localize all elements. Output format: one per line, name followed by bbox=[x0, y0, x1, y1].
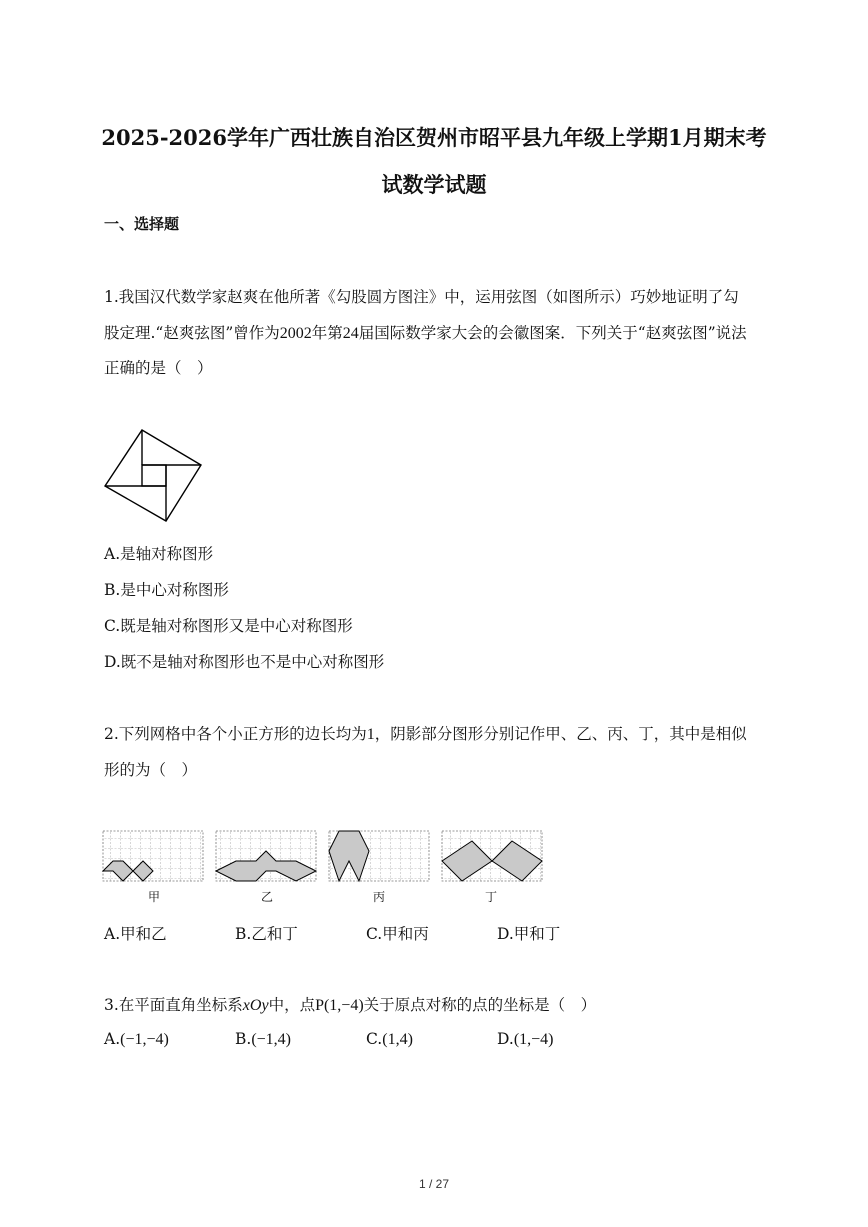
q3-option-a-value: (−1,−4) bbox=[120, 1031, 169, 1048]
figure-yi bbox=[216, 831, 316, 881]
q3-option-d-letter: D. bbox=[497, 1030, 514, 1048]
q2-line1-text-b: ，阴影部分图形分别记作甲、乙、丙、丁，其中是相似 bbox=[374, 725, 747, 743]
q3-option-b bbox=[235, 1030, 291, 1049]
q3-option-b-letter: B. bbox=[235, 1030, 252, 1048]
q1-line3: 正确的是（ ） bbox=[104, 359, 213, 377]
q1-option-d: D.既不是轴对称图形也不是中心对称图形 bbox=[104, 653, 385, 671]
q3-option-d bbox=[497, 1030, 554, 1049]
q3-option-c-value: (1,4) bbox=[382, 1031, 413, 1048]
q1-line2-text-b: 年第 bbox=[311, 324, 343, 342]
q1-line1: 1.我国汉代数学家赵爽在他所著《勾股圆方图注》中，运用弦图（如图所示）巧妙地证明了勾 bbox=[104, 288, 739, 306]
q1-option-b: B.是中心对称图形 bbox=[104, 581, 229, 599]
q2-option-b: B.乙和丁 bbox=[235, 925, 298, 943]
q2-line2: 形的为（ ） bbox=[104, 761, 198, 779]
figure-label-yi: 乙 bbox=[261, 890, 274, 904]
section-heading: 一、选择题 bbox=[104, 215, 180, 233]
q3-question bbox=[104, 993, 596, 1015]
q3-text-c: 关于原点对称的点的坐标是（ ） bbox=[363, 996, 597, 1014]
q3-option-b-value: (−1,4) bbox=[251, 1031, 292, 1048]
figure-bing bbox=[329, 831, 429, 881]
q3-coordinate-system: xOy bbox=[242, 997, 269, 1014]
q2-number: 1 bbox=[366, 726, 375, 743]
q2-line1 bbox=[104, 722, 747, 744]
document-title-line1: 2025-2026学年广西壮族自治区贺州市昭平县九年级上学期1月期末考 bbox=[101, 125, 767, 150]
q1-line2-text-a: 股定理.“赵爽弦图”曾作为 bbox=[104, 324, 280, 342]
q3-point: P(1,−4) bbox=[315, 997, 364, 1014]
q3-text-a: 3.在平面直角坐标系 bbox=[104, 996, 243, 1014]
page-number: 1 / 27 bbox=[418, 1177, 450, 1191]
figure-label-jia: 甲 bbox=[148, 890, 161, 904]
q1-option-c: C.既是轴对称图形又是中心对称图形 bbox=[104, 617, 353, 635]
q2-option-a: A.甲和乙 bbox=[104, 925, 167, 943]
q3-option-a-letter: A. bbox=[104, 1030, 121, 1048]
figure-label-bing: 丙 bbox=[373, 890, 386, 904]
q1-number: 24 bbox=[342, 325, 359, 342]
q2-option-c: C.甲和丙 bbox=[366, 925, 429, 943]
document-title-line2: 试数学试题 bbox=[381, 172, 487, 197]
q2-line1-text-a: 2.下列网格中各个小正方形的边长均为 bbox=[104, 725, 367, 743]
q1-option-a: A.是轴对称图形 bbox=[104, 545, 214, 563]
q1-line2 bbox=[104, 321, 747, 343]
q3-text-b: 中，点 bbox=[268, 996, 316, 1014]
q3-option-a bbox=[104, 1030, 169, 1049]
q2-option-d: D.甲和丁 bbox=[497, 925, 561, 943]
q3-option-c bbox=[366, 1030, 413, 1049]
q3-option-d-value: (1,−4) bbox=[513, 1031, 554, 1048]
zhao-shuang-chord-diagram bbox=[102, 428, 204, 524]
figure-ding bbox=[442, 831, 542, 881]
figure-label-ding: 丁 bbox=[485, 890, 498, 904]
q3-option-c-letter: C. bbox=[366, 1030, 383, 1048]
grid-figures bbox=[100, 828, 546, 886]
q1-line2-text-c: 届国际数学家大会的会徽图案．下列关于“赵爽弦图”说法 bbox=[358, 324, 747, 342]
q1-year: 2002 bbox=[279, 325, 312, 342]
figure-jia bbox=[103, 831, 203, 881]
